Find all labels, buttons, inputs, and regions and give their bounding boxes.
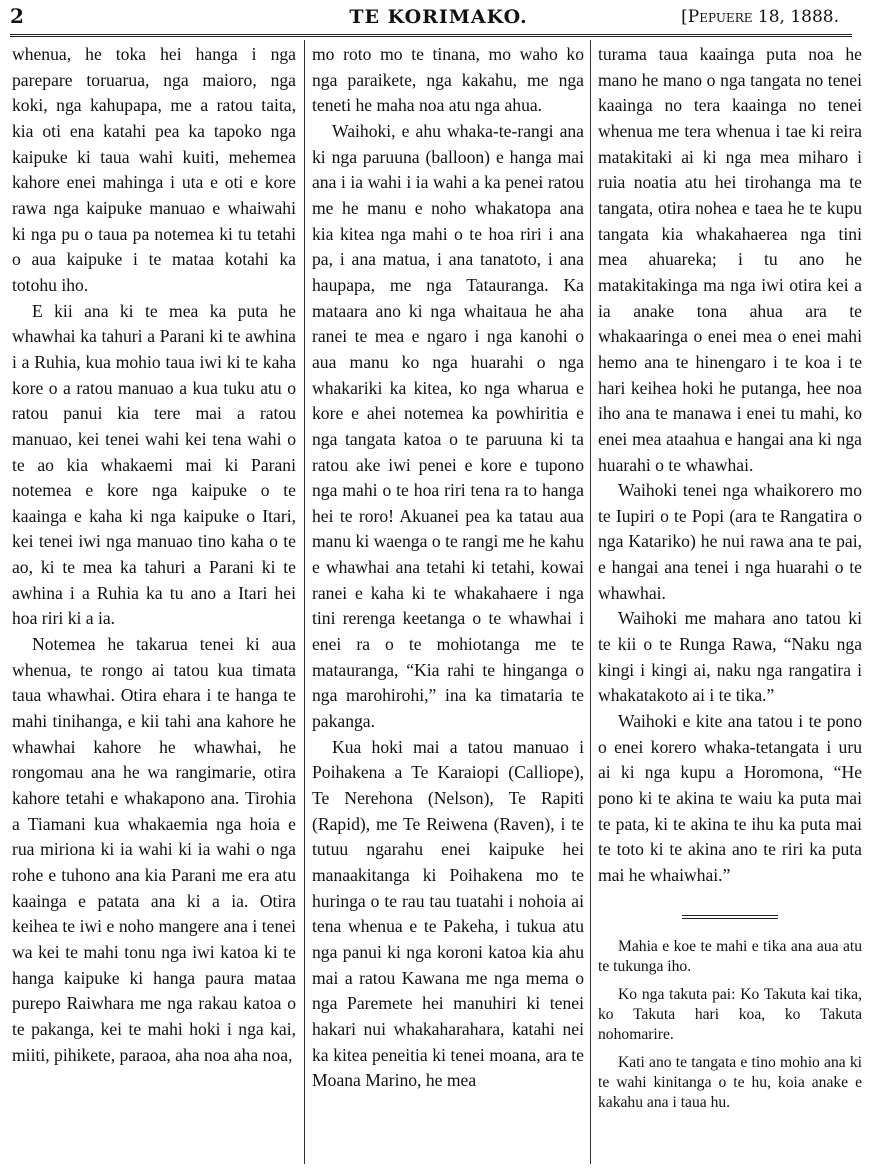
paragraph: Notemea he takarua tenei ki aua whenua, te rongo ai tatou kua timata taua whawhai. Otira ehara i te hanga te mahi tinihanga, e kii tahi ana kahore he whawhai kahore he whawhai, he rongomau ana he wa rangimarie, otira kahore tetahi e whakapono ana. Tirohia a Tiamani kua whakaemia nga hoia e rua miriona ki ia wahi ki ia wahi o nga rohe e tuhono ana kia Parani me era atu kaainga e patata ana ki a ia. Otira keihea te iwi e noho mangere ana i tenei wa kei te mahi tonu nga iwi katoa ki te hanga kaipuke ki hanga paura mataa purepo Raiwhara me nga rakau katoa o te pakanga, kei te mahi hoki i nga kai, miiti, pihikete, paraoa, aha noa aha noa, [12,634,296,1065]
maxim: Kati ano te tangata e tino mohio ana ki te wahi kinitanga o te hu, koia anake e kakahu ana i taua hu. [598,1053,862,1111]
column-2 [312,42,584,1162]
column-rule-2 [590,40,591,1164]
maxim: Mahia e koe te mahi e tika ana aua atu te tukunga iho. [598,937,862,975]
paragraph: Waihoki me mahara ano tatou ki te kii o te Runga Rawa, “Naku nga kingi i kingi ai, naku nga rangatira i whakatakoto ai i te tika.” [598,608,862,706]
paragraph: Waihoki tenei nga whaikorero mo te Iupiri o te Popi (ara te Rangatira o nga Katariko) he nui rawa ana te pai, e hangai ana tenei i nga huarahi o te whawhai. [598,480,862,603]
page-header [0,0,877,34]
paragraph: whenua, he toka hei hanga i nga parepare toruarua, nga maioro, nga koki, nga kahupapa, me a ratou taita, kia oti ena katahi pea ka tapoko nga kaipuke ki taua wahi kuiti, mehemea kahore enei mahinga i uta e oti e kore rawa nga kaipuke manuao e whaiwahi ki nga pu o taua pa notemea ki tu tetahi o aua kaipuke i te mataa kotahi ka totohu iho. [12,44,296,295]
newspaper-title: TE KORIMAKO. [349,6,528,28]
maxim: Ko nga takuta pai: Ko Takuta kai tika, ko Takuta hari koa, ko Takuta nohomarire. [598,985,862,1043]
paragraph: mo roto mo te tinana, mo waho ko nga paraikete, nga kakahu, me nga teneti he maha noa atu nga ahua. [312,44,584,116]
paragraph: Kua hoki mai a tatou manuao i Poihakena a Te Karaiopi (Calliope), Te Nerehona (Nelson), Te Rapiti (Rapid), me Te Reiwena (Raven), i te tutuu ngarahu enei kaipuke hei manaakitanga ki Poihakena mo te huringa o te rau tau tuatahi i nohoia ai tena whenua e te Pakeha, i tukua atu nga panui ki nga koroni katoa kia ahu mai a ratou Kawana me nga mema o nga Paremete hei manuhiri ki tenei hakari nui whakaharahara, katahi nei ka kitea peneitia ki tenei moana, ara te Moana Marino, he mea [312,736,584,1091]
section-divider [682,915,778,919]
paragraph: E kii ana ki te mea ka puta he whawhai ka tahuri a Parani ki te awhina i a Ruhia, kua mohio taua iwi ki te kaha kore o a ratou manuao a kua tuku atu o ratou panui kia tere mai a ratou manuao, kei tenei wahi kei tena wahi o te ao kia whakaemi mai ki Parani notemea e kore nga kaipuke o te kaainga e kaha ki nga kaipuke o Itari, kei tenei iwi nga manuao tino kaha o te ao, ki te mea ka tahuri a Parani ki te awhina i a Ruhia ka tu ano a Itari hei hoa riri ki a ia. [12,300,296,629]
paragraph: Waihoki e kite ana tatou i te pono o enei korero whaka-tetangata i uru ai ki nga kupu a Horomona, “He pono ki te akina te waiu ka puta mai te pata, ki te akina te ihu ka puta mai te toto ki te akina ano te riri ka puta mai he whaiwhai.” [598,711,862,885]
column-1 [12,42,296,1162]
paragraph: Waihoki, e ahu whaka-te-rangi ana ki nga paruuna (balloon) e hanga mai ana i ia wahi i ia wahi a ka penei ratou me he manu e noho whakatopa ana kia kitea nga mahi o te hoa riri i ana pa, i ana matua, i ana tanatoto, i ana haupapa, me nga Tatauranga. Ka mataara ano ki nga whaitaua he aha ranei te mea e ngaro i nga kanohi o aua manu ko nga huarahi o nga whakariki ka kitea, ko nga wharua e kore e ahei notemea ka powhiritia e nga tangata katoa o te paruuna ki ta ratou ake iwi penei e kore e tupono nga mahi o te hoa riri tena ra to hanga hei te roro! Akuanei pea ka tatau aua manu ki waenga o te rangi me he kahu e whawhai ana tetahi ki tetahi, kowai ranei e kaha ki te whakahaere i nga tini rerenga keetanga o te whawhai i enei ra o te mohiotanga me te matauranga, “Kia rahi te hinganga o nga marohirohi,” ina ka timataria te pakanga. [312,120,584,732]
page-number: 2 [10,4,24,28]
issue-date: [Pepuere 18, 1888. [681,7,839,27]
paragraph: turama taua kaainga puta noa he mano he mano o nga tangata no tenei kaainga no tera kaainga no tenei whenua me tera whenua i tae ki reira matakitaki ai ki nga mea miharo i ruia noatia atu hei tirohanga ma te tangata, otira nohea e taea he te kupu tangata kia whakahaerea nga tini mea ahuareka; i tu ano he matakitakinga ma nga iwi otira kei a ia anake tona ahua ara te whakaaringa o enei mea o enei mahi hemo ana te hinengaro i te koa i te hari keihea hoki he putanga, hee noa iho ana te manawa i enei tu mahi, ko enei mea ataahua e hangai ana ki nga huarahi o te whawhai. [598,44,862,475]
column-3 [598,42,862,1162]
header-rule [10,34,852,37]
column-rule-1 [304,40,305,1164]
